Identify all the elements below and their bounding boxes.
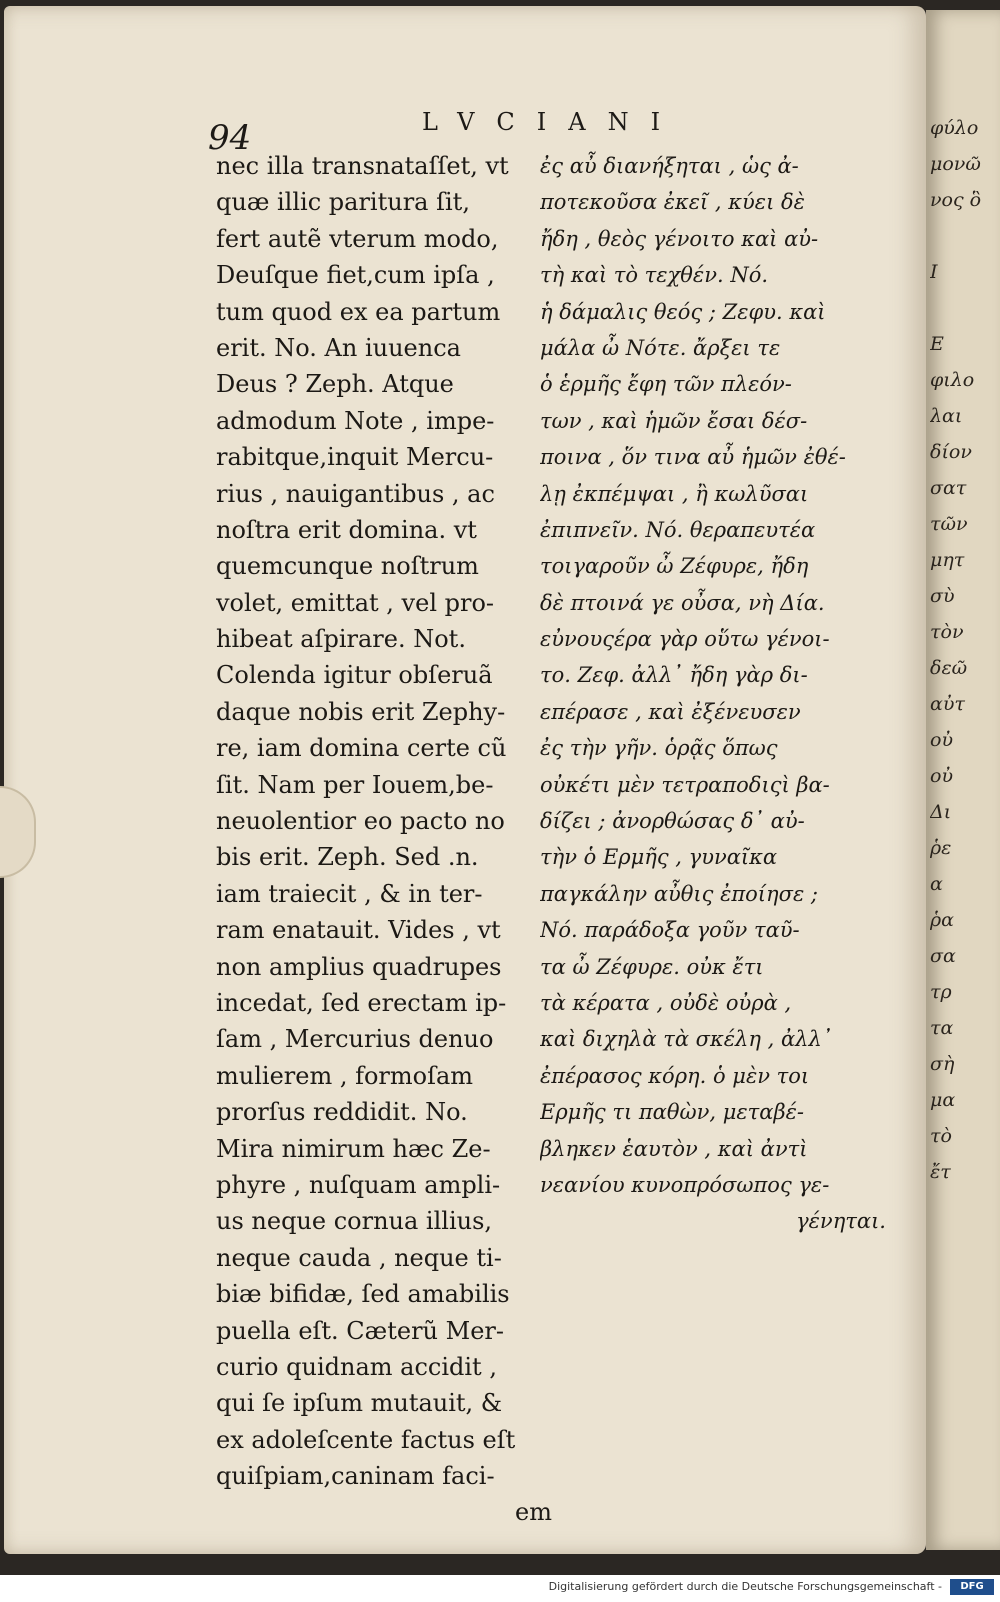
right-page-text-line: δίον [930,441,972,463]
greek-text-line: ποινα , ὅν τινα αὖ ἡμῶν ἐθέ- [540,445,846,470]
greek-text-column [540,148,886,1240]
running-title: LVCIANI [422,108,683,136]
greek-text-line: δὲ πτοινά γε οὖσα, νὴ Δία. [540,590,825,615]
latin-text-line: Deus ? Zeph. Atque [216,370,454,399]
latin-text-line: biæ bifidæ, ſed amabilis [216,1280,510,1309]
right-page-text-line: σὺ [930,585,955,607]
right-page-text-line: ἔτ [930,1161,951,1183]
greek-text-line: βληκεν ἑαυτὸν , καὶ ἀντὶ [540,1136,808,1161]
latin-text-line: phyre , nuſquam ampli- [216,1170,501,1199]
right-page-text-line: λαι [930,405,963,427]
right-page-text-line: ῥε [930,837,952,859]
right-page-text-line: μητ [930,549,965,571]
greek-text-line: δίζει ; ἀνορθώσας δ᾿ αὐ- [540,809,805,834]
right-page-text-line: Ι [930,261,938,283]
latin-text-line: ſam , Mercurius denuo [216,1025,494,1054]
latin-text-line: Mira nimirum hæc Ze- [216,1134,491,1163]
latin-text-line: incedat, ſed erectam ip- [216,988,507,1017]
latin-text-line: Colenda igitur obſeruã [216,661,493,690]
right-page-text-line: οὐ [930,729,953,751]
latin-text-line: re, iam domina certe cũ [216,734,507,763]
right-page-text-line: ῥα [930,909,955,931]
right-page-text-line: μα [930,1089,956,1111]
greek-text-line: ἐς τὴν γῆν. ὁρᾷς ὅπως [540,736,778,761]
right-page-text-line: τρ [930,981,952,1003]
right-page-text-line: τὸν [930,621,964,643]
dfg-logo: DFG [950,1579,994,1595]
latin-text-line: ex adoleſcente factus eſt [216,1425,516,1454]
right-page-text-line: μονῶ [930,153,981,175]
latin-text-line: hibeat aſpirare. Not. [216,625,466,654]
greek-text-line: ποτεκοῦσα ἐκεῖ , κύει δὲ [540,190,805,215]
greek-text-line: ἐπέρασος κόρη. ὁ μὲν τοι [540,1063,810,1088]
page-number: 94 [208,118,252,158]
latin-text-column [216,148,552,1531]
latin-text-line: ram enatauit. Vides , vt [216,916,501,945]
right-page-text-line: νος ὃ [930,189,982,211]
greek-text-line: το. Ζεφ. ἀλλ᾿ ἤδη γὰρ δι- [540,663,808,688]
right-page-text-line: τὸ [930,1125,952,1147]
right-page-text-line [930,218,996,254]
greek-text-line: νεανίου κυνοπρόσωπος γε- [540,1172,830,1197]
greek-text-line: καὶ διχηλὰ τὰ σκέλη , ἀλλ᾿ [540,1027,833,1052]
latin-text-line: quemcunque noſtrum [216,552,479,581]
greek-text-line: των , καὶ ἡμῶν ἔσαι δέσ- [540,408,808,433]
greek-text-line: ἡ δάμαλις θεός ; Ζεφυ. καὶ [540,299,826,324]
greek-text-line: ἤδη , θεὸς γένοιτο καὶ αὐ- [540,226,819,251]
latin-text-line: fert autẽ vterum modo, [216,224,499,253]
greek-text-line: ἐς αὖ διανήξηται , ὡς ἀ- [540,154,799,178]
greek-text-line: παγκάλην αὖθις ἐποίησε ; [540,881,818,906]
latin-text-line: rabitque,inquit Mercu- [216,443,494,472]
latin-text-line: erit. No. An iuuenca [216,333,461,362]
latin-text-line: iam traiecit , & in ter- [216,879,483,908]
latin-text-line: neque cauda , neque ti- [216,1243,502,1272]
latin-text-line: admodum Note , impe- [216,406,495,435]
latin-text-line: us neque cornua illius, [216,1207,493,1236]
greek-text-line: ἐπιπνεῖν. Νό. θεραπευτέα [540,517,816,542]
latin-text-line: em [515,1498,552,1527]
greek-text-line: εὐνουςέρα γὰρ οὕτω γένοι- [540,627,830,652]
latin-text-line: rius , nauigantibus , ac [216,479,495,508]
latin-text-line: quæ illic paritura ſit, [216,188,470,217]
right-page-text-line: φύλο [930,117,979,139]
latin-text-line: volet, emittat , vel pro- [216,588,495,617]
greek-text-line: τὴν ὁ Ερμῆς , γυναῖκα [540,845,778,870]
latin-text-line: bis erit. Zeph. Sed .n. [216,843,479,872]
greek-text-line: τὴ καὶ τὸ τεχθέν. Νό. [540,263,769,288]
latin-text-line: noſtra erit domina. vt [216,515,477,544]
latin-text-line: quiſpiam,caninam faci- [216,1462,495,1491]
greek-text-line: ὁ ἑρμῆς ἔφη τῶν πλεόν- [540,372,792,397]
right-page-text-line: αὐτ [930,693,965,715]
footer-bar [0,1575,1000,1602]
latin-text-line: nec illa transnataſſet, vt [216,152,509,180]
greek-text-line: λῃ ἐκπέμψαι , ἢ κωλῦσαι [540,481,809,506]
latin-text-line: neuolentior eo pacto no [216,807,505,836]
right-page-text-line: Ε [930,333,944,355]
latin-text-line: prorſus reddidit. No. [216,1098,468,1127]
right-page-text-line: σα [930,945,956,967]
greek-text-line: τὰ κέρατα , οὐδὲ οὐρὰ , [540,990,792,1015]
right-page-text-line: Δι [930,801,952,823]
greek-text-line: μάλα ὦ Νότε. ἄρξει τε [540,335,781,360]
greek-text-line: Ερμῆς τι παθὼν, μεταβέ- [540,1100,804,1125]
greek-text-line: οὐκέτι μὲν τετραποδιςὶ βα- [540,772,830,797]
right-page-text-line: σὴ [930,1053,955,1075]
latin-text-line: mulierem , formoſam [216,1061,474,1090]
page-header [208,104,868,158]
right-page-text-line: δεῶ [930,657,968,679]
latin-text-line: ſit. Nam per Iouem,be- [216,770,494,799]
right-page-text-line [930,290,996,326]
right-page-text-line: φιλο [930,369,975,391]
right-page-text-line: οὐ [930,765,953,787]
latin-text-line: curio quidnam accidit , [216,1352,497,1381]
latin-text-line: puella eſt. Cæterũ Mer- [216,1316,504,1345]
latin-text-line: tum quod ex ea partum [216,297,501,326]
right-page-text-line: τῶν [930,513,968,535]
right-page-text-line: α [930,873,943,895]
latin-text-line: qui ſe ipſum mutauit, & [216,1389,503,1418]
greek-text-line: επέρασε , καὶ ἐξένευσεν [540,699,801,724]
greek-text-line: γένηται. [796,1209,886,1234]
latin-text-line: Deuſque fiet,cum ipſa , [216,261,495,290]
funding-credit: Digitalisierung gefördert durch die Deutsche Forschungsgemeinschaft - [548,1580,942,1593]
greek-text-line: τοιγαροῦν ὦ Ζέφυρε, ἤδη [540,554,809,579]
right-page-text-line: σατ [930,477,967,499]
latin-text-line: daque nobis erit Zephy- [216,697,506,726]
latin-text-line: non amplius quadrupes [216,952,502,981]
right-page-text-line: τα [930,1017,954,1039]
right-page-text-fragment [930,110,996,1190]
greek-text-line: Νό. παράδοξα γοῦν ταῦ- [540,918,800,943]
greek-text-line: τα ὦ Ζέφυρε. οὐκ ἔτι [540,954,764,979]
